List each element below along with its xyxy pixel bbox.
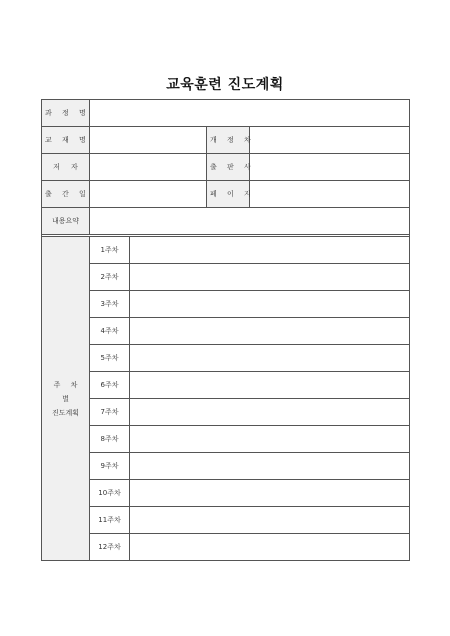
weekly-plan-label-line2: 진도계획 (51, 408, 80, 417)
publisher-label: 출 판 사 (207, 154, 250, 181)
week-row (42, 534, 410, 561)
week-label: 3주차 (90, 291, 130, 318)
week-content-field[interactable] (130, 318, 410, 345)
week-label: 10주차 (90, 480, 130, 507)
weekly-plan-label-line1: 주 차 별 (53, 380, 82, 403)
edition-label: 개 정 차 (207, 127, 250, 154)
week-content-field[interactable] (130, 426, 410, 453)
week-content-field[interactable] (130, 291, 410, 318)
pages-label: 페 이 지 (207, 181, 250, 208)
pages-field[interactable] (250, 181, 410, 208)
training-plan-form (41, 99, 410, 561)
author-field[interactable] (90, 154, 207, 181)
week-row (42, 291, 410, 318)
author-row (42, 154, 410, 181)
week-label: 7주차 (90, 399, 130, 426)
edition-field[interactable] (250, 127, 410, 154)
textbook-row (42, 127, 410, 154)
week-content-field[interactable] (130, 372, 410, 399)
weekly-plan-label (42, 237, 90, 561)
summary-label: 내용요약 (42, 208, 90, 235)
course-name-label: 과 정 명 (42, 100, 90, 127)
summary-field[interactable] (90, 208, 410, 235)
summary-row (42, 208, 410, 235)
publisher-field[interactable] (250, 154, 410, 181)
course-name-row (42, 100, 410, 127)
week-row (42, 318, 410, 345)
page-title: 교육훈련 진도계획 (166, 77, 284, 93)
week-row (42, 399, 410, 426)
week-content-field[interactable] (130, 534, 410, 561)
week-label: 12주차 (90, 534, 130, 561)
week-content-field[interactable] (130, 399, 410, 426)
week-content-field[interactable] (130, 264, 410, 291)
week-row (42, 345, 410, 372)
week-label: 4주차 (90, 318, 130, 345)
week-label: 8주차 (90, 426, 130, 453)
textbook-field[interactable] (90, 127, 207, 154)
week-content-field[interactable] (130, 237, 410, 264)
pub-date-field[interactable] (90, 181, 207, 208)
week-row (42, 507, 410, 534)
week-content-field[interactable] (130, 507, 410, 534)
pub-date-label: 출 간 일 (42, 181, 90, 208)
week-label: 5주차 (90, 345, 130, 372)
week-label: 2주차 (90, 264, 130, 291)
week-label: 1주차 (90, 237, 130, 264)
week-label: 11주차 (90, 507, 130, 534)
textbook-label: 교 재 명 (42, 127, 90, 154)
week-row (42, 426, 410, 453)
week-label: 6주차 (90, 372, 130, 399)
course-name-field[interactable] (90, 100, 410, 127)
week-row (42, 480, 410, 507)
author-label: 저 자 (42, 154, 90, 181)
week-content-field[interactable] (130, 453, 410, 480)
pub-date-row (42, 181, 410, 208)
week-content-field[interactable] (130, 480, 410, 507)
week-label: 9주차 (90, 453, 130, 480)
week-row (42, 237, 410, 264)
week-row (42, 453, 410, 480)
week-row (42, 264, 410, 291)
week-row (42, 372, 410, 399)
week-content-field[interactable] (130, 345, 410, 372)
